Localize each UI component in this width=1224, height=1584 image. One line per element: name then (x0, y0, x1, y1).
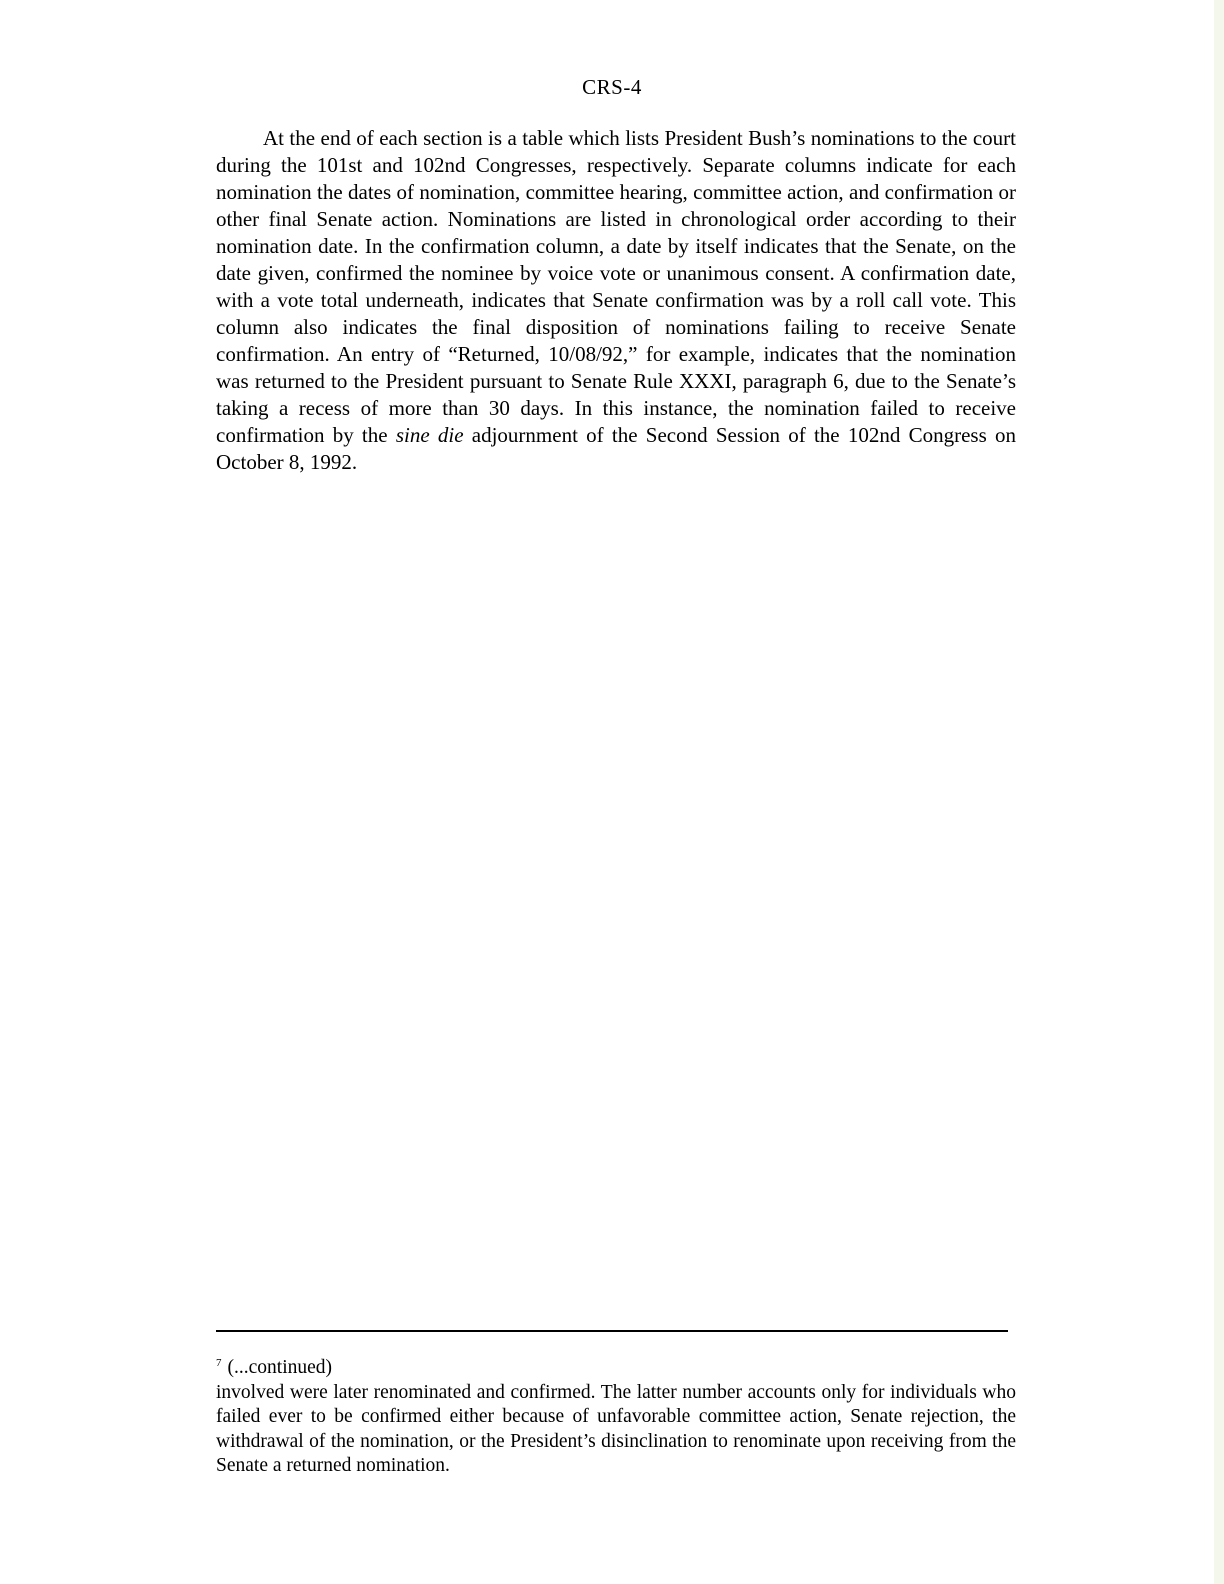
footnote-text: involved were later renominated and confirmed. The latter number accounts only for individuals who failed ever to be confirmed either because of unfavorable committee action, Senate rejection, the withdrawal of the nomination, or the President’s disinclination to renominate upon receiving from the Senate a returned nomination. (216, 1381, 1016, 1476)
body-text-part-1: At the end of each section is a table which lists President Bush’s nominations to the court during the 101st and 102nd Congresses, respectively. Separate columns indicate for each nomination the dates of nomination, committee hearing, committee action, and confirmation or other final Senate action. Nominations are listed in chronological order according to their nomination date. In the confirmation column, a date by itself indicates that the Senate, on the date given, confirmed the nominee by voice vote or unanimous consent. A confirmation date, with a vote total underneath, indicates that Senate confirmation was by a roll call vote. This column also indicates the final disposition of nominations failing to receive Senate confirmation. An entry of “Returned, 10/08/92,” for example, indicates that the nomination was returned to the President pursuant to Senate Rule XXXI, paragraph 6, due to the Senate’s taking a recess of more than 30 days. In this instance, the nomination failed to receive confirmation by the (216, 126, 1016, 447)
body-text-part-2: adjournment of the Second Session of the 102nd Congress on October 8, 1992. (216, 423, 1016, 474)
footnote-number: 7 (216, 1357, 222, 1369)
italic-term-sine-die: sine die (395, 423, 464, 447)
footnote-separator-rule (216, 1330, 1008, 1332)
page-edge-strip (1214, 0, 1224, 1584)
footnote (216, 1356, 1016, 1479)
body-paragraph (216, 125, 1016, 476)
page-number-header: CRS-4 (582, 75, 642, 99)
footnote-continued-label: (...continued) (227, 1357, 333, 1378)
footnote-heading (216, 1356, 1016, 1381)
